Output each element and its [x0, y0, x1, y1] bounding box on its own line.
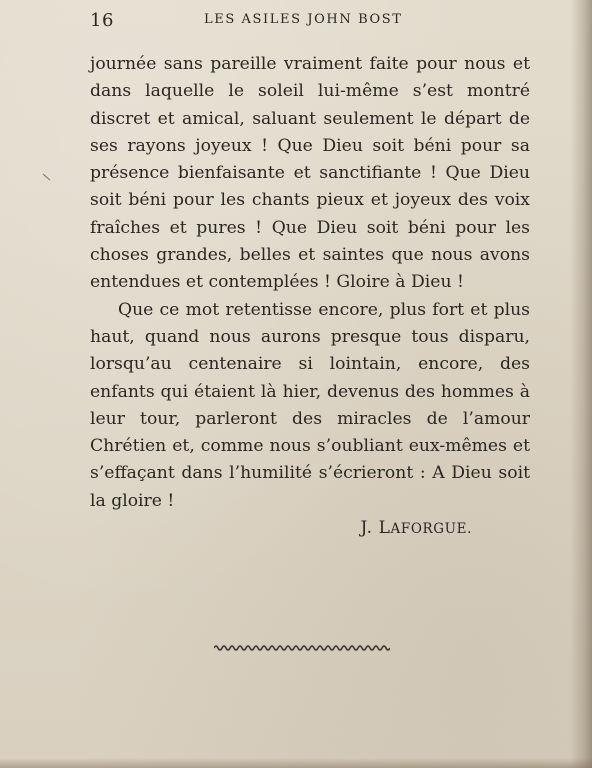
page-bottom-shadow: [0, 758, 592, 768]
paragraph-continued: journée sans pareille vraiment faite pour nous et dans laquelle le soleil lui-même s’est montré discret et amical, saluant seulement le départ de ses rayons joyeux ! Que Dieu soit béni pour sa présence bienfaisante et sanctifiante ! Que Dieu soit béni pour les chants pieux et joyeux des voix fraîches et pures ! Que Dieu soit béni pour les choses grandes, belles et saintes que nous avons entendues et contemplées ! Gloire à Dieu !: [90, 54, 530, 293]
page-number: 16: [90, 10, 114, 31]
signature-name-small-caps: AFORGUE.: [390, 521, 472, 538]
running-head: [90, 10, 530, 34]
pencil-tick-icon: [42, 168, 52, 178]
paragraph: Que ce mot retentisse encore, plus fort et plus haut, quand nous aurons presque tous disparu, lorsqu’au centenaire si lointain, encore, des enfants qui étaient là hier, devenus des hommes à leur tour, parleront des miracles de l’amour Chrétien et, comme nous s’oubliant eux-mêmes et s’effaçant dans l’humilité s’écrieront : A Dieu soit la gloire !: [90, 299, 530, 511]
body-text: [90, 51, 530, 543]
wavy-rule-icon: [214, 639, 390, 651]
signature: [90, 515, 530, 543]
header-title: LES ASILES JOHN BOST: [204, 12, 403, 27]
signature-name-capital: L: [378, 518, 391, 539]
signature-initial: J.: [360, 518, 373, 539]
page-edge-shadow: [570, 0, 592, 768]
